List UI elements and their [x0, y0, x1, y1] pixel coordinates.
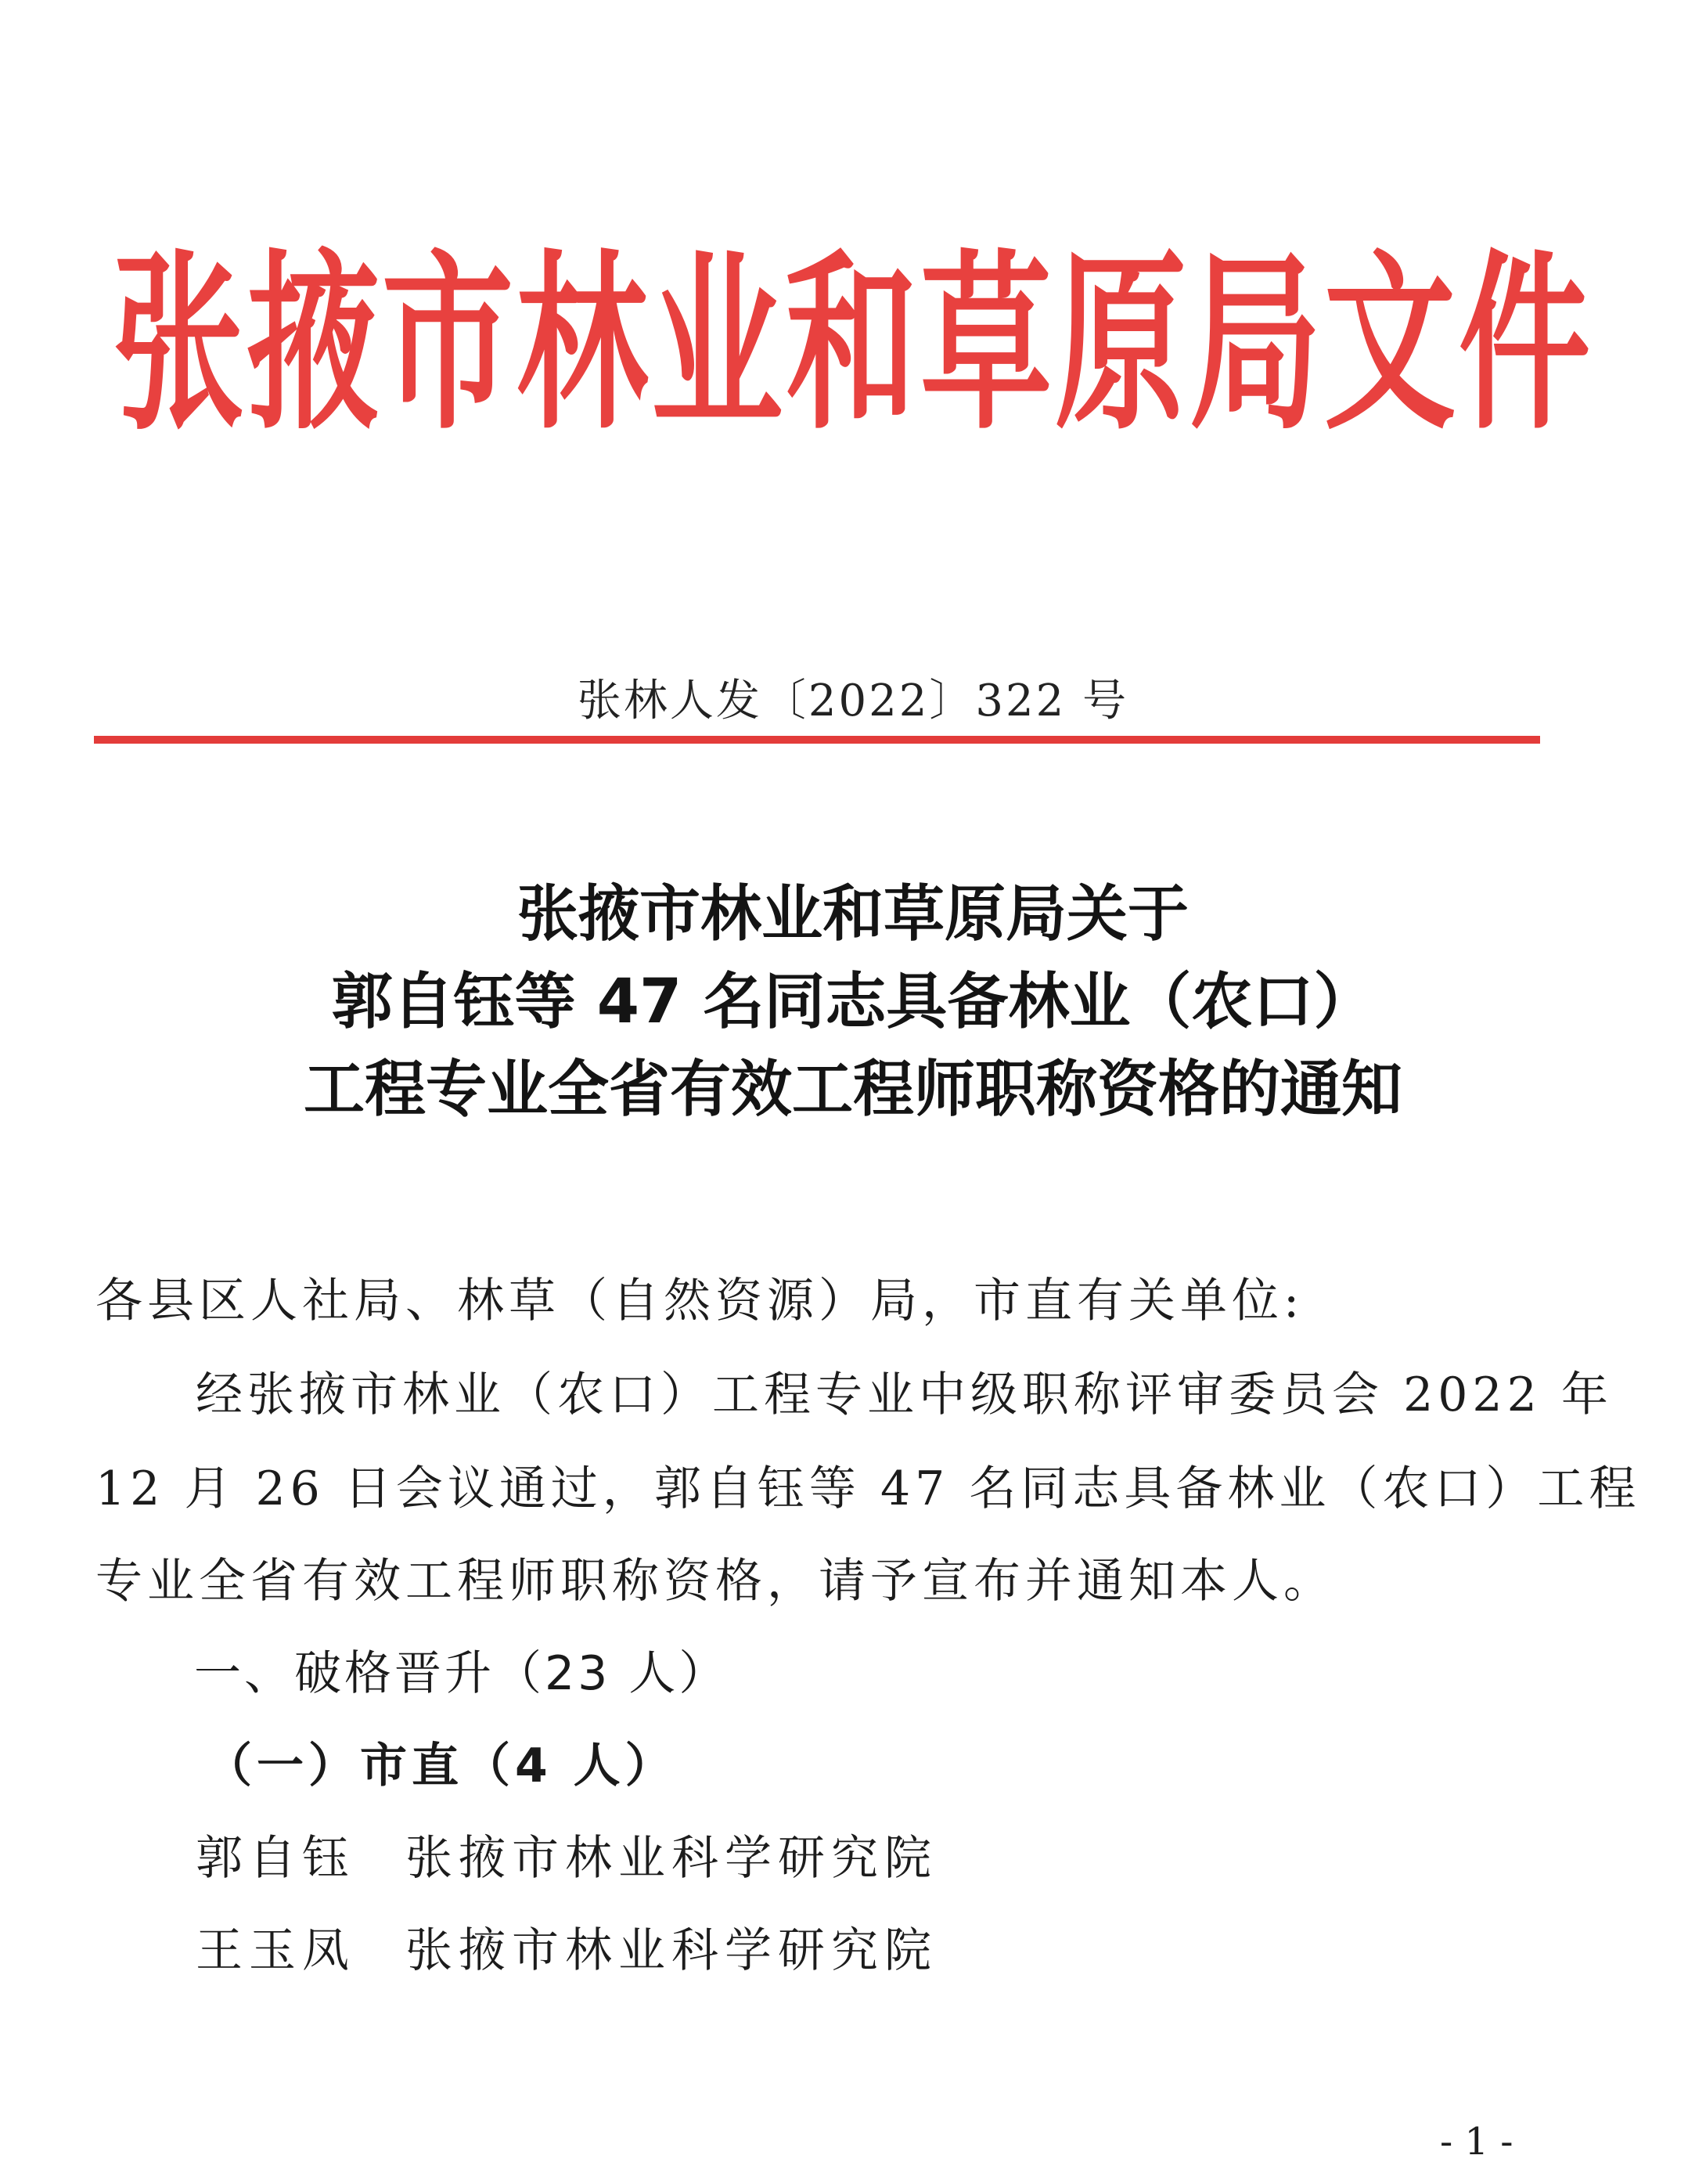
body-paragraph-line-3: 专业全省有效工程师职称资格，请予宣布并通知本人。 — [95, 1554, 1335, 1609]
notice-title — [0, 870, 1706, 1133]
list-item — [196, 1923, 938, 1978]
section-heading: 一、破格晋升（23 人） — [194, 1646, 729, 1701]
page-number: - 1 - — [1440, 2120, 1513, 2164]
subsection-heading: （一）市直（4 人） — [205, 1739, 677, 1793]
list-item — [196, 1831, 938, 1886]
masthead-title: 张掖市林业和草原局文件 — [113, 232, 1593, 456]
body-paragraph-line-1: 经张掖市林业（农口）工程专业中级职称评审委员会 2022 年 — [196, 1368, 1613, 1422]
document-number: 张林人发〔2022〕322 号 — [577, 676, 1129, 726]
notice-title-line-1: 张掖市林业和草原局关于 — [516, 879, 1189, 950]
person-name: 王玉凤 — [196, 1923, 355, 1978]
salutation: 各县区人社局、林草（自然资源）局，市直有关单位: — [95, 1274, 1305, 1328]
notice-title-line-3: 工程专业全省有效工程师职称资格的通知 — [303, 1054, 1402, 1125]
red-divider-rule — [94, 736, 1540, 744]
person-organization: 张掖市林业科学研究院 — [405, 1923, 938, 1978]
person-name: 郭自钰 — [196, 1831, 355, 1886]
person-organization: 张掖市林业科学研究院 — [405, 1831, 938, 1886]
body-paragraph-line-2: 12 月 26 日会议通过，郭自钰等 47 名同志具备林业（农口）工程 — [95, 1461, 1641, 1516]
notice-title-line-2: 郭自钰等 47 名同志具备林业（农口） — [331, 967, 1375, 1037]
